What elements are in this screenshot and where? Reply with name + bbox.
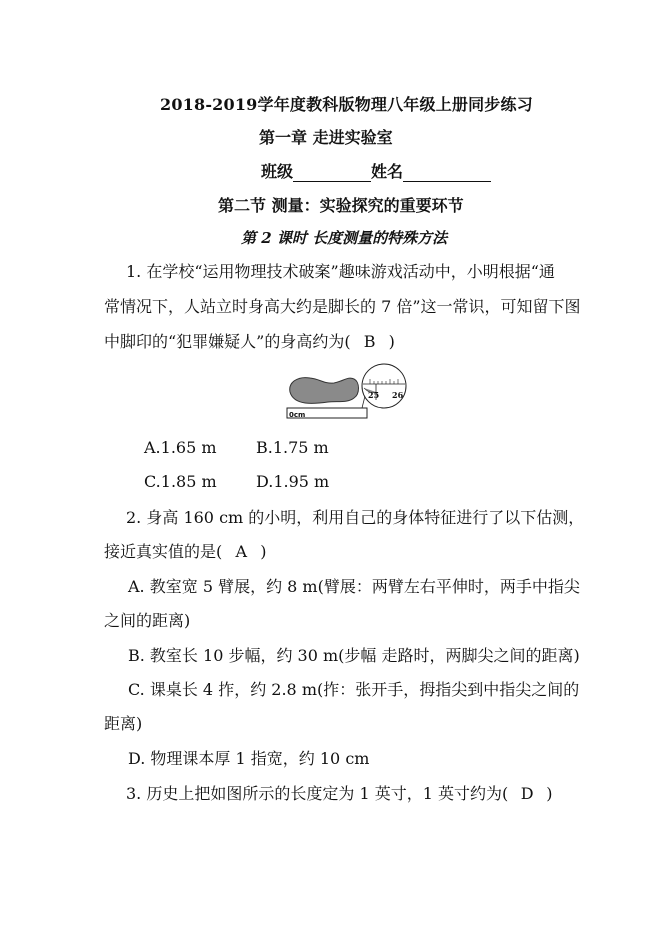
tick-label-26: 26 (392, 390, 404, 400)
q2-line2-suffix: ) (260, 542, 267, 561)
footprint-figure (284, 362, 412, 424)
footprint-ruler-svg (284, 362, 412, 424)
q2-line2 (104, 542, 267, 561)
name-label: 姓名 (371, 162, 404, 181)
q1-option-c: C.1.85 m (144, 472, 217, 491)
class-label: 班级 (261, 162, 294, 181)
q2-option-a-line2: 之间的距离) (104, 611, 191, 630)
document-title: 2018-2019学年度教科版物理八年级上册同步练习 (160, 95, 533, 114)
q1-option-a: A.1.65 m (144, 438, 217, 457)
q2-option-b: B. 教室长 10 步幅，约 30 m(步幅 走路时，两脚尖之间的距离) (128, 646, 580, 665)
q3-line1-prefix: 3. 历史上把如图所示的长度定为 1 英寸，1 英寸约为( (126, 784, 509, 803)
ruler-start-label: 0cm (289, 411, 306, 419)
q1-option-b: B.1.75 m (256, 438, 329, 457)
q1-line3-suffix: ) (388, 332, 395, 351)
q1-line2: 常情况下，人站立时身高大约是脚长的 7 倍”这一常识，可知留下图 (104, 297, 581, 316)
q2-option-d: D. 物理课本厚 1 指宽，约 10 cm (128, 749, 370, 768)
q1-line1: 1. 在学校“运用物理技术破案”趣味游戏活动中，小明根据“通 (126, 262, 555, 281)
q1-line3 (104, 332, 395, 351)
name-blank[interactable] (403, 163, 491, 182)
q1-answer: B (363, 332, 376, 351)
q2-option-c-line1: C. 课桌长 4 拃，约 2.8 m(拃：张开手，拇指尖到中指尖之间的 (128, 680, 580, 699)
q2-option-a-line1: A. 教室宽 5 臂展，约 8 m(臂展：两臂左右平伸时，两手中指尖 (128, 577, 580, 596)
tick-label-25: 25 (368, 390, 380, 400)
chapter-title: 第一章 走进实验室 (259, 128, 393, 147)
class-blank[interactable] (293, 163, 371, 182)
class-name-line (261, 159, 491, 182)
section-title-text: 第二节 测量：实验探究的重要环节 (218, 196, 464, 215)
q2-line1: 2. 身高 160 cm 的小明，利用自己的身体特征进行了以下估测， (126, 508, 585, 527)
q2-option-c-line2: 距离) (104, 714, 143, 733)
q2-line2-prefix: 接近真实值的是( (104, 542, 223, 561)
magnifier-circle (362, 364, 406, 408)
q1-option-d: D.1.95 m (256, 472, 330, 491)
q3-line1 (126, 784, 552, 803)
lesson-title: 第 2 课时 长度测量的特殊方法 (241, 229, 448, 247)
q1-line3-prefix: 中脚印的“犯罪嫌疑人”的身高约为( (104, 332, 351, 351)
section-title (218, 193, 464, 216)
q3-line1-suffix: ) (546, 784, 553, 803)
q2-answer: A (235, 542, 248, 561)
footprint-shape (290, 378, 359, 404)
q3-answer: D (520, 784, 534, 803)
